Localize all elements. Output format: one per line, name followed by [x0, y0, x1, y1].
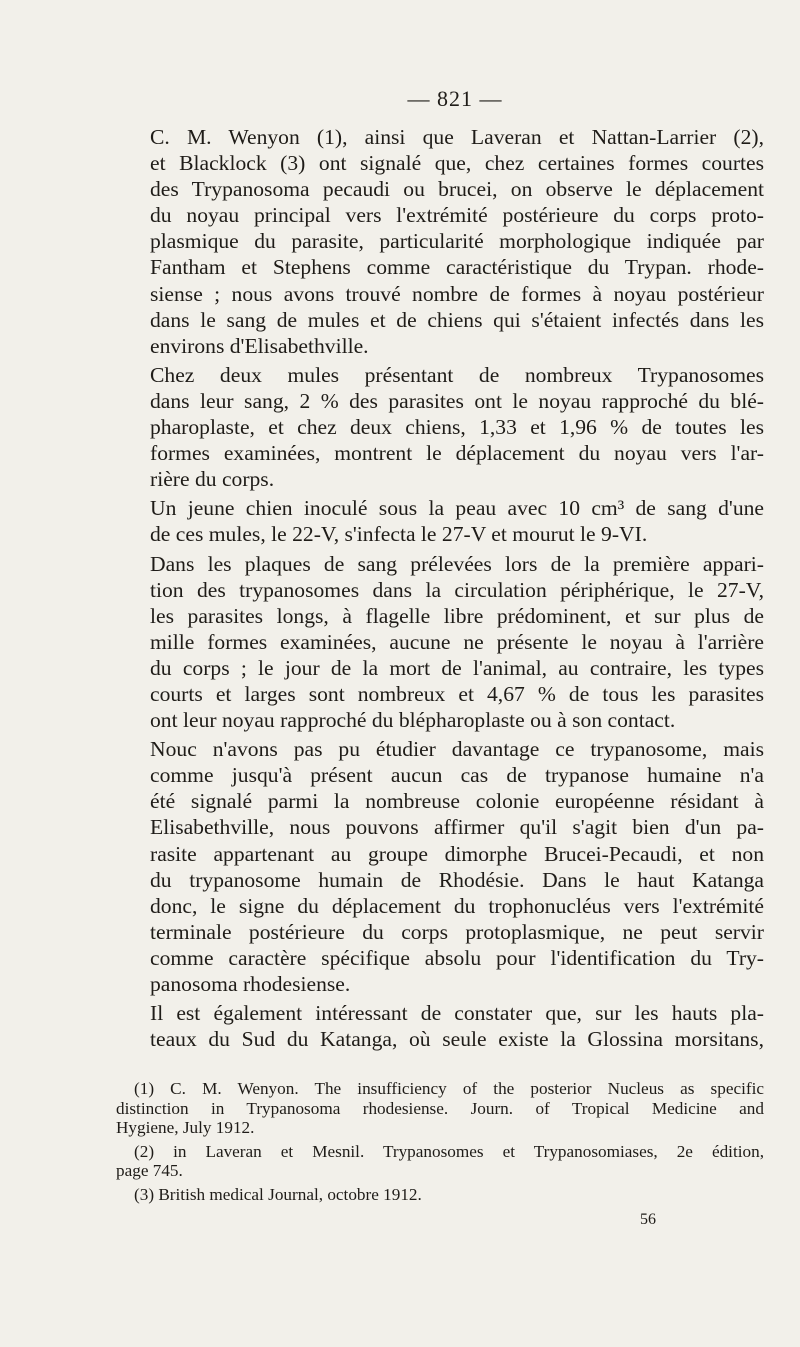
text-line: de ces mules, le 22-V, s'infecta le 27-V et mourut le 9-VI.	[150, 522, 648, 547]
footnote	[116, 1079, 764, 1138]
text-line: ont leur noyau rapproché du blépharoplaste ou à son contact.	[150, 708, 676, 733]
text-line: dans leur sang, 2 % des parasites ont le noyau rapproché du blé-	[150, 388, 764, 413]
text-line: rasite appartenant au groupe dimorphe Brucei-Pecaudi, et non	[150, 841, 764, 866]
text-line: panosoma rhodesiense.	[150, 972, 351, 996]
footnote-line: (1) C. M. Wenyon. The insufficiency of the posterior Nucleus as specific	[134, 1079, 764, 1098]
text-line: du trypanosome humain de Rhodésie. Dans le haut Katanga	[150, 867, 764, 892]
text-line: rière du corps.	[150, 467, 275, 492]
text-line: du corps ; le jour de la mort de l'animal, au contraire, les types	[150, 655, 764, 680]
text-line: plasmique du parasite, particularité morphologique indiquée par	[150, 229, 764, 254]
text-line: dans le sang de mules et de chiens qui s'étaient infectés dans les	[150, 307, 764, 332]
text-line: environs d'Elisabethville.	[150, 333, 369, 358]
text-line: Dans les plaques de sang prélevées lors de la première appari-	[150, 551, 764, 576]
text-line: terminale postérieure du corps protoplasmique, ne peut servir	[150, 919, 764, 944]
paragraph	[128, 495, 764, 547]
paragraph	[128, 736, 764, 997]
text-line: mille formes examinées, aucune ne présente le noyau à l'arrière	[150, 629, 764, 654]
paragraph	[128, 1000, 764, 1052]
paragraph	[128, 124, 764, 359]
signature-mark: 56	[640, 1211, 656, 1228]
text-line: les parasites longs, à flagelle libre prédominent, et sur plus de	[150, 603, 764, 628]
text-line: C. M. Wenyon (1), ainsi que Laveran et Nattan-Larrier (2),	[150, 125, 764, 149]
text-line: tion des trypanosomes dans la circulation périphérique, le 27-V,	[150, 577, 764, 602]
footnotes	[116, 1079, 764, 1209]
footnote-line: (2) in Laveran et Mesnil. Trypanosomes et Trypanosomiases, 2e édition,	[134, 1141, 764, 1161]
text-line: Nouc n'avons pas pu étudier davantage ce trypanosome, mais	[150, 737, 764, 762]
text-line: Il est également intéressant de constater que, sur les hauts pla-	[150, 1001, 764, 1026]
text-line: et Blacklock (3) ont signalé que, chez certaines formes courtes	[150, 151, 764, 176]
text-line: Fantham et Stephens comme caractéristique du Trypan. rhode-	[150, 255, 764, 280]
text-line: comme caractère spécifique absolu pour l'identification du Try-	[150, 945, 764, 970]
text-line: des Trypanosoma pecaudi ou brucei, on observe le déplacement	[150, 177, 764, 202]
footnote	[116, 1142, 764, 1181]
text-line: courts et larges sont nombreux et 4,67 % de tous les parasites	[150, 681, 764, 706]
footnote-line: page 745.	[116, 1161, 183, 1181]
text-line: comme jusqu'à présent aucun cas de trypanose humaine n'a	[150, 763, 764, 788]
body-text	[128, 124, 764, 1055]
text-line: formes examinées, montrent le déplacement du noyau vers l'ar-	[150, 441, 764, 466]
text-line: été signalé parmi la nombreuse colonie européenne résidant à	[150, 789, 764, 814]
text-line: Elisabethville, nous pouvons affirmer qu'il s'agit bien d'un pa-	[150, 815, 764, 840]
text-line: Un jeune chien inoculé sous la peau avec 10 cm³ de sang d'une	[150, 496, 764, 521]
text-line: du noyau principal vers l'extrémité postérieure du corps proto-	[150, 203, 764, 228]
footnote-line: (3) British medical Journal, octobre 1912.	[134, 1184, 422, 1204]
text-line: siense ; nous avons trouvé nombre de formes à noyau postérieur	[150, 281, 764, 306]
footnote-line: Hygiene, July 1912.	[116, 1118, 255, 1138]
footnote	[116, 1185, 764, 1205]
text-line: donc, le signe du déplacement du trophonucléus vers l'extrémité	[150, 893, 764, 918]
text-line: pharoplaste, et chez deux chiens, 1,33 et 1,96 % de toutes les	[150, 415, 764, 440]
text-line: teaux du Sud du Katanga, où seule existe la Glossina morsitans,	[150, 1027, 764, 1052]
paragraph	[128, 551, 764, 734]
paragraph	[128, 362, 764, 492]
page-number: — 821 —	[407, 86, 503, 111]
footnote-line: distinction in Trypanosoma rhodesiense. Journ. of Tropical Medicine and	[116, 1098, 764, 1118]
text-line: Chez deux mules présentant de nombreux Trypanosomes	[150, 362, 764, 387]
